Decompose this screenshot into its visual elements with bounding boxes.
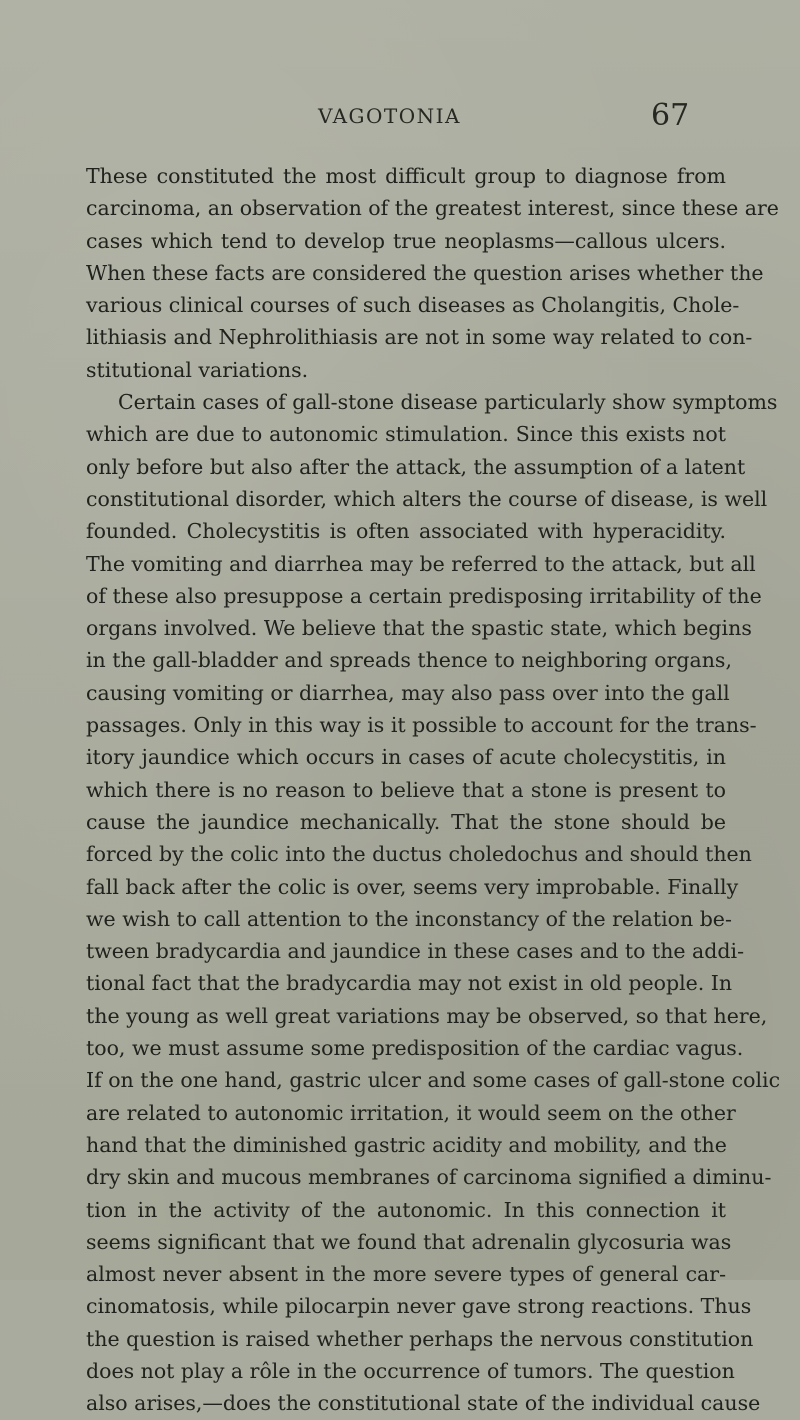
page-number: 67 (651, 98, 690, 133)
text-line: in the gall-bladder and spreads thence to neighboring organs, (86, 648, 732, 673)
text-line: almost never absent in the more severe types of general car- (86, 1262, 726, 1287)
text-line: cause the jaundice mechanically. That the stone should be (86, 809, 726, 834)
text-line: various clinical courses of such diseases as Cholangitis, Chole- (86, 293, 740, 318)
text-line: organs involved. We believe that the spastic state, which begins (86, 616, 752, 641)
text-line: founded. Cholecystitis is often associated with hyperacidity. (86, 519, 726, 544)
text-line: cases which tend to develop true neoplasms—callous ulcers. (86, 228, 726, 253)
text-line: the young as well great variations may be observed, so that here, (86, 1003, 768, 1028)
text-line: tional fact that the bradycardia may not exist in old people. In (86, 971, 733, 996)
text-line: Certain cases of gall-stone disease particularly show symptoms (118, 390, 778, 415)
text-line: dry skin and mucous membranes of carcinoma signified a diminu- (86, 1165, 772, 1190)
text-line: seems significant that we found that adrenalin glycosuria was (86, 1229, 732, 1254)
text-line: carcinoma, an observation of the greatest interest, since these are (86, 196, 779, 221)
text-line: which there is no reason to believe that a stone is present to (86, 777, 726, 802)
text-line: the question is raised whether perhaps the nervous constitution (86, 1326, 754, 1351)
running-head (0, 98, 800, 148)
text-line: which are due to autonomic stimulation. Since this exists not (86, 422, 726, 447)
text-line: does not play a rôle in the occurrence of tumors. The question (86, 1358, 735, 1383)
text-line: The vomiting and diarrhea may be referred to the attack, but all (86, 551, 756, 576)
text-line: also arises,—does the constitutional state of the individual cause (86, 1391, 761, 1416)
text-line: only before but also after the attack, the assumption of a latent (86, 454, 746, 479)
running-title: VAGOTONIA (318, 104, 461, 128)
text-line: hand that the diminished gastric acidity and mobility, and the (86, 1132, 727, 1157)
text-line: passages. Only in this way is it possible to account for the trans- (86, 713, 757, 738)
text-line: tween bradycardia and jaundice in these cases and to the addi- (86, 939, 745, 964)
text-line: of these also presuppose a certain predisposing irritability of the (86, 583, 762, 608)
text-line: constitutional disorder, which alters the course of disease, is well (86, 486, 768, 511)
text-line: causing vomiting or diarrhea, may also pass over into the gall (86, 680, 730, 705)
text-line: forced by the colic into the ductus choledochus and should then (86, 842, 752, 867)
text-line: we wish to call attention to the inconstancy of the relation be- (86, 906, 732, 931)
text-line: stitutional variations. (86, 357, 309, 382)
text-line: fall back after the colic is over, seems very improbable. Finally (86, 874, 739, 899)
text-line: itory jaundice which occurs in cases of acute cholecystitis, in (86, 745, 726, 770)
text-line: When these facts are considered the question arises whether the (86, 260, 764, 285)
text-line: cinomatosis, while pilocarpin never gave strong reactions. Thus (86, 1294, 752, 1319)
text-line: If on the one hand, gastric ulcer and some cases of gall-stone colic (86, 1068, 781, 1093)
text-line: lithiasis and Nephrolithiasis are not in some way related to con- (86, 325, 753, 350)
body-text (86, 160, 781, 1420)
text-line: These constituted the most difficult group to diagnose from (86, 164, 726, 188)
text-line: are related to autonomic irritation, it would seem on the other (86, 1100, 736, 1125)
text-line: too, we must assume some predisposition of the cardiac vagus. (86, 1036, 744, 1061)
text-line: tion in the activity of the autonomic. In this connection it (86, 1197, 726, 1222)
